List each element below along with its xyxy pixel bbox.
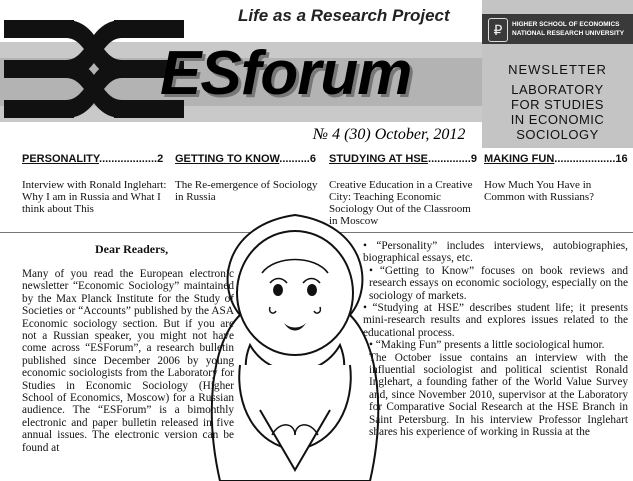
greeting: Dear Readers,: [95, 242, 169, 256]
toc-making-fun[interactable]: [484, 153, 633, 203]
toc-page: 2: [157, 153, 164, 165]
hse-emblem-icon: ₽: [488, 18, 508, 42]
toc-label[interactable]: MAKING FUN: [484, 153, 555, 165]
bullet-item: • “Personality” includes interviews, autobiographies, biographical essays, etc.: [363, 240, 628, 265]
newsletter-label: NEWSLETTER: [508, 62, 607, 77]
toc-label[interactable]: GETTING TO KNOW: [175, 153, 280, 165]
letter-right-column: [363, 240, 628, 439]
issue-number: № 4 (30) October, 2012: [313, 126, 466, 143]
toc-description: Interview with Ronald Inglehart: Why I am in Russia and What I think about This: [22, 179, 167, 215]
toc-dots: ....................: [554, 153, 616, 165]
tagline: Life as a Research Project: [238, 6, 450, 25]
toc-description: Creative Education in a Creative City: Teaching Economic Sociology Out of the Classroom in Moscow: [329, 179, 473, 227]
toc-description: How Much You Have in Common with Russians?: [484, 179, 595, 203]
toc-label[interactable]: STUDYING AT HSE: [329, 153, 429, 165]
newsletter-title: ESforum: [160, 39, 412, 108]
lab-label: [482, 82, 633, 142]
hse-name-line2: NATIONAL RESEARCH UNIVERSITY: [512, 30, 625, 37]
lab-line: SOCIOLOGY: [516, 127, 599, 142]
toc-dots: ..........: [279, 153, 310, 165]
toc-page: 16: [615, 153, 628, 165]
toc-personality[interactable]: [22, 153, 172, 215]
toc-label[interactable]: PERSONALITY: [22, 153, 100, 165]
bullet-item: • “Making Fun” presents a little sociological humor.: [369, 339, 605, 352]
bullet-item: • “Studying at HSE” describes student life; it presents mini-research results and explores issues related to the educational process.: [363, 302, 628, 339]
toc-description: The Re-emergence of Sociology in Russia: [175, 179, 318, 203]
toc-dots: ..............: [428, 153, 471, 165]
lab-line: LABORATORY: [511, 82, 604, 97]
letter-left-column: Many of you read the European electronic newsletter “Economic Sociology” maintained by the Max Planck Institute for the Study of Societies or “Accounts” published by the ASA Economic sociology section. But if you are not a Russian speaker, you might not have come across “ESForum”, a research bulletin published since December 2006 by young economic sociologists from the Laboratory for Studies in Economic Sociology (Higher School of Economics, Moscow) for a Russian audience. The “ESForum” is a bimonthly electronic and paper bulletin released in five annual issues. The electronic version can be found at: [22, 268, 234, 454]
lab-line: IN ECONOMIC: [510, 112, 605, 127]
letter-paragraph: The October issue contains an interview with the influential sociologist and political scientist Ronald Inglehart, a founding father of the World Value Survey and, since November 2010, supervisor at the Laboratory for Comparative Social Research at the HSE Branch in Saint Petersburg. In his interview Professor Inglehart shares his experience of working in Russia at the: [369, 351, 628, 439]
toc-dots: ...................: [99, 153, 158, 165]
toc-page: 6: [309, 153, 316, 165]
hse-name: [512, 20, 624, 38]
es-logo-icon: [4, 10, 184, 130]
hse-name-line1: HIGHER SCHOOL OF ECONOMICS: [512, 21, 620, 28]
toc-page: 9: [470, 153, 477, 165]
lab-line: FOR STUDIES: [511, 97, 604, 112]
bullet-item: • “Getting to Know” focuses on book reviews and research essays on economic sociology, especially on the sociology of markets.: [369, 264, 628, 302]
